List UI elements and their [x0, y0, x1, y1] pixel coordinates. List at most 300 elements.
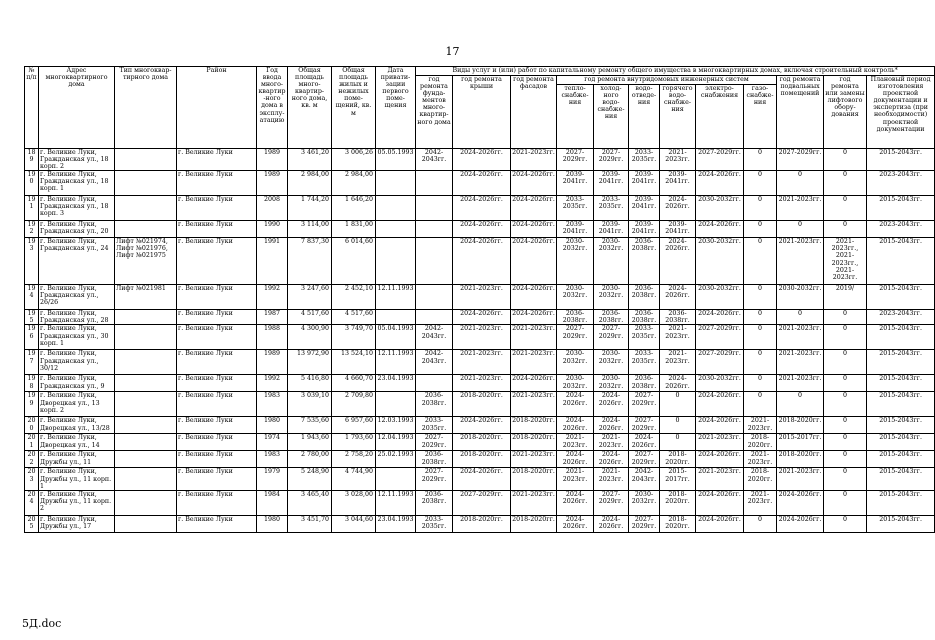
header-heat: тепло-снабже-ния [557, 85, 594, 149]
facade-cell: 2021-2023гг. [511, 325, 557, 350]
header-total-area: Общая площадь много-квартир-ного дома, кв. м [288, 67, 332, 149]
address-cell: г. Великие Луки, Дружбы ул., 17 [39, 515, 115, 532]
facade-cell: 2024-2026гг. [511, 196, 557, 221]
drain-cell: 2033-2035гг. [629, 350, 660, 375]
hot-cell: 0 [660, 392, 696, 417]
roof-cell: 2024-2026гг. [453, 468, 511, 490]
basement-cell: 2021-2023гг. [777, 375, 824, 392]
drain-cell: 2039-2041гг. [629, 171, 660, 196]
type-cell [115, 350, 177, 375]
heat-cell: 2039-2041гг. [557, 171, 594, 196]
cold-cell: 2027-2029гг. [594, 149, 629, 171]
header-systems-group: год ремонта внутридомовых инженерных систем [557, 76, 777, 85]
drain-cell: 2039-2041гг. [629, 196, 660, 221]
elevator-cell: 0 [824, 325, 867, 350]
address-cell: г. Великие Луки, Дружбы ул., 11 корп. 1 [39, 468, 115, 490]
privatization-cell [376, 171, 416, 196]
electric-cell: 2030-2032гг. [696, 238, 744, 285]
gas-cell: 0 [744, 325, 777, 350]
elevator-cell: 2021-2023гг., 2021-2023гг., 2021-2023гг. [824, 238, 867, 285]
living-area-cell: 2 452,10 [332, 285, 376, 310]
elevator-cell: 0 [824, 468, 867, 490]
type-cell [115, 221, 177, 238]
drain-cell: 2036-2038гг. [629, 375, 660, 392]
drain-cell: 2027-2029гг. [629, 515, 660, 532]
gas-cell: 0 [744, 149, 777, 171]
num-cell: 198 [25, 375, 39, 392]
facade-cell: 2018-2020гг. [511, 468, 557, 490]
gas-cell: 2021-2023гг. [744, 451, 777, 468]
gas-cell: 0 [744, 285, 777, 310]
plan-cell: 2015-2043гг. [867, 325, 935, 350]
facade-cell: 2024-2026гг. [511, 285, 557, 310]
privatization-cell: 12.03.1993 [376, 417, 416, 434]
district-cell: г. Великие Луки [177, 468, 257, 490]
num-cell: 194 [25, 285, 39, 310]
privatization-cell: 12.11.1993 [376, 490, 416, 515]
table-row [25, 350, 935, 375]
address-cell: г. Великие Луки, Дворецкая ул., 13 корп. 2 [39, 392, 115, 417]
roof-cell: 2018-2020гг. [453, 392, 511, 417]
year-cell: 1990 [257, 221, 288, 238]
district-cell: г. Великие Луки [177, 238, 257, 285]
foundation-cell [416, 221, 453, 238]
total-area-cell: 3 461,20 [288, 149, 332, 171]
foundation-cell: 2033-2035гг. [416, 417, 453, 434]
basement-cell: 0 [777, 221, 824, 238]
hot-cell: 0 [660, 434, 696, 451]
facade-cell: 2021-2023гг. [511, 149, 557, 171]
roof-cell: 2024-2026гг. [453, 171, 511, 196]
address-cell: г. Великие Луки, Гражданская ул., 18 корп. 3 [39, 196, 115, 221]
foundation-cell: 2027-2029гг. [416, 468, 453, 490]
year-cell: 1980 [257, 417, 288, 434]
table-row [25, 221, 935, 238]
facade-cell: 2024-2026гг. [511, 221, 557, 238]
hot-cell: 2036-2038гг. [660, 310, 696, 325]
cold-cell: 2021-2023гг. [594, 434, 629, 451]
electric-cell: 2024-2026гг. [696, 221, 744, 238]
type-cell [115, 451, 177, 468]
header-electric: электро-снабжения [696, 85, 744, 149]
gas-cell: 0 [744, 196, 777, 221]
heat-cell: 2036-2038гг. [557, 310, 594, 325]
total-area-cell: 7 535,60 [288, 417, 332, 434]
num-cell: 203 [25, 468, 39, 490]
district-cell: г. Великие Луки [177, 221, 257, 238]
district-cell: г. Великие Луки [177, 325, 257, 350]
hot-cell: 0 [660, 417, 696, 434]
year-cell: 1989 [257, 350, 288, 375]
hot-cell: 2018-2020гг. [660, 515, 696, 532]
heat-cell: 2027-2029гг. [557, 149, 594, 171]
address-cell: г. Великие Луки, Гражданская ул., 24 [39, 238, 115, 285]
address-cell: г. Великие Луки, Дружбы ул., 11 [39, 451, 115, 468]
total-area-cell: 3 039,10 [288, 392, 332, 417]
elevator-cell: 0 [824, 417, 867, 434]
basement-cell: 2024-2026гг. [777, 515, 824, 532]
cold-cell: 2039-2041гг. [594, 171, 629, 196]
total-area-cell: 3 451,70 [288, 515, 332, 532]
header-basement: год ремонта подвальных помещений [777, 76, 824, 149]
type-cell [115, 171, 177, 196]
living-area-cell: 1 831,00 [332, 221, 376, 238]
living-area-cell: 4 517,60 [332, 310, 376, 325]
gas-cell: 2018-2020гг. [744, 468, 777, 490]
table-row [25, 325, 935, 350]
foundation-cell: 2027-2029гг. [416, 434, 453, 451]
gas-cell: 0 [744, 350, 777, 375]
drain-cell: 2027-2029гг. [629, 451, 660, 468]
hot-cell: 2024-2026гг. [660, 285, 696, 310]
basement-cell: 2021-2023гг. [777, 468, 824, 490]
year-cell: 1988 [257, 325, 288, 350]
facade-cell: 2021-2023гг. [511, 490, 557, 515]
electric-cell: 2027-2029гг. [696, 325, 744, 350]
address-cell: г. Великие Луки, Гражданская ул., 28 [39, 310, 115, 325]
total-area-cell: 7 837,30 [288, 238, 332, 285]
roof-cell: 2018-2020гг. [453, 451, 511, 468]
num-cell: 191 [25, 196, 39, 221]
electric-cell: 2024-2026гг. [696, 171, 744, 196]
privatization-cell: 05.05.1993 [376, 149, 416, 171]
elevator-cell: 0 [824, 350, 867, 375]
electric-cell: 2024-2026гг. [696, 515, 744, 532]
district-cell: г. Великие Луки [177, 392, 257, 417]
elevator-cell: 0 [824, 310, 867, 325]
address-cell: г. Великие Луки, Дворецкая ул., 14 [39, 434, 115, 451]
num-cell: 200 [25, 417, 39, 434]
total-area-cell: 5 416,80 [288, 375, 332, 392]
total-area-cell: 4 517,60 [288, 310, 332, 325]
facade-cell: 2021-2023гг. [511, 392, 557, 417]
drain-cell: 2027-2029гг. [629, 417, 660, 434]
basement-cell: 2015-2017гг. [777, 434, 824, 451]
header-hot: горячего водо-снабже-ния [660, 85, 696, 149]
hot-cell: 2021-2023гг. [660, 149, 696, 171]
plan-cell: 2015-2043гг. [867, 238, 935, 285]
cold-cell: 2027-2029гг. [594, 490, 629, 515]
heat-cell: 2030-2032гг. [557, 350, 594, 375]
electric-cell: 2024-2026гг. [696, 417, 744, 434]
hot-cell: 2024-2026гг. [660, 196, 696, 221]
year-cell: 1989 [257, 149, 288, 171]
plan-cell: 2023-2043гг. [867, 171, 935, 196]
year-cell: 2008 [257, 196, 288, 221]
foundation-cell [416, 310, 453, 325]
total-area-cell: 3 114,00 [288, 221, 332, 238]
gas-cell: 0 [744, 392, 777, 417]
header-roof: год ремонта крыши [453, 76, 511, 149]
type-cell [115, 417, 177, 434]
privatization-cell: 25.02.1993 [376, 451, 416, 468]
table-row [25, 310, 935, 325]
elevator-cell: 0 [824, 434, 867, 451]
plan-cell: 2015-2043гг. [867, 490, 935, 515]
drain-cell: 2039-2041гг. [629, 221, 660, 238]
gas-cell: 0 [744, 515, 777, 532]
total-area-cell: 2 780,00 [288, 451, 332, 468]
plan-cell: 2015-2043гг. [867, 196, 935, 221]
drain-cell: 2036-2038гг. [629, 310, 660, 325]
cold-cell: 2030-2032гг. [594, 350, 629, 375]
hot-cell: 2021-2023гг. [660, 350, 696, 375]
type-cell [115, 490, 177, 515]
foundation-cell [416, 238, 453, 285]
plan-cell: 2015-2043гг. [867, 375, 935, 392]
plan-cell: 2015-2043гг. [867, 515, 935, 532]
type-cell: Лифт №021981 [115, 285, 177, 310]
roof-cell: 2024-2026гг. [453, 238, 511, 285]
living-area-cell: 3 749,70 [332, 325, 376, 350]
page-number: 17 [445, 45, 460, 58]
header-gas: газо-снабже-ния [744, 85, 777, 149]
table-row [25, 375, 935, 392]
address-cell: г. Великие Луки, Гражданская ул., 30 корп. 1 [39, 325, 115, 350]
table-row [25, 392, 935, 417]
foundation-cell: 2042-2043гг. [416, 325, 453, 350]
num-cell: 192 [25, 221, 39, 238]
address-cell: г. Великие Луки, Гражданская ул., 18 корп. 2 [39, 149, 115, 171]
facade-cell: 2024-2026гг. [511, 238, 557, 285]
plan-cell: 2015-2043гг. [867, 350, 935, 375]
district-cell: г. Великие Луки [177, 375, 257, 392]
living-area-cell: 1 793,60 [332, 434, 376, 451]
table-body [25, 149, 935, 533]
header-privatization: Дата привати-зации первого поме-щения [376, 67, 416, 149]
privatization-cell [376, 310, 416, 325]
total-area-cell: 2 984,00 [288, 171, 332, 196]
table-row [25, 515, 935, 532]
living-area-cell: 3 006,26 [332, 149, 376, 171]
type-cell [115, 196, 177, 221]
header-num: № п/п [25, 67, 39, 149]
foundation-cell: 2042-2043гг. [416, 350, 453, 375]
facade-cell: 2021-2023гг. [511, 350, 557, 375]
district-cell: г. Великие Луки [177, 490, 257, 515]
electric-cell: 2030-2032гг. [696, 285, 744, 310]
hot-cell: 2018-2020гг. [660, 451, 696, 468]
elevator-cell: 0 [824, 375, 867, 392]
foundation-cell: 2033-2035гг. [416, 515, 453, 532]
electric-cell: 2024-2026гг. [696, 451, 744, 468]
elevator-cell: 0 [824, 392, 867, 417]
num-cell: 199 [25, 392, 39, 417]
table-row [25, 285, 935, 310]
total-area-cell: 3 465,40 [288, 490, 332, 515]
header-district: Район [177, 67, 257, 149]
plan-cell: 2015-2043гг. [867, 285, 935, 310]
privatization-cell [376, 196, 416, 221]
gas-cell: 0 [744, 171, 777, 196]
year-cell: 1984 [257, 490, 288, 515]
heat-cell: 2024-2026гг. [557, 490, 594, 515]
roof-cell: 2024-2026гг. [453, 221, 511, 238]
electric-cell: 2021-2023гг. [696, 434, 744, 451]
living-area-cell: 6 014,60 [332, 238, 376, 285]
heat-cell: 2021-2023гг. [557, 468, 594, 490]
address-cell: г. Великие Луки, Дворецкая ул., 13/28 [39, 417, 115, 434]
basement-cell: 2021-2023гг. [777, 350, 824, 375]
district-cell: г. Великие Луки [177, 451, 257, 468]
table-row [25, 468, 935, 490]
facade-cell: 2024-2026гг. [511, 375, 557, 392]
type-cell [115, 515, 177, 532]
district-cell: г. Великие Луки [177, 434, 257, 451]
num-cell: 189 [25, 149, 39, 171]
plan-cell: 2015-2043гг. [867, 417, 935, 434]
elevator-cell: 2019/ [824, 285, 867, 310]
roof-cell: 2027-2029гг. [453, 490, 511, 515]
electric-cell: 2024-2026гг. [696, 490, 744, 515]
district-cell: г. Великие Луки [177, 149, 257, 171]
elevator-cell: 0 [824, 451, 867, 468]
privatization-cell [376, 468, 416, 490]
cold-cell: 2024-2026гг. [594, 392, 629, 417]
basement-cell: 0 [777, 392, 824, 417]
heat-cell: 2030-2032гг. [557, 285, 594, 310]
basement-cell: 2021-2023гг. [777, 238, 824, 285]
plan-cell: 2015-2043гг. [867, 434, 935, 451]
living-area-cell: 4 744,90 [332, 468, 376, 490]
district-cell: г. Великие Луки [177, 417, 257, 434]
district-cell: г. Великие Луки [177, 196, 257, 221]
roof-cell: 2021-2023гг. [453, 350, 511, 375]
heat-cell: 2033-2035гг. [557, 196, 594, 221]
foundation-cell: 2036-2038гг. [416, 392, 453, 417]
elevator-cell: 0 [824, 149, 867, 171]
gas-cell: 0 [744, 375, 777, 392]
total-area-cell: 1 744,20 [288, 196, 332, 221]
hot-cell: 2024-2026гг. [660, 238, 696, 285]
hot-cell: 2015-2017гг. [660, 468, 696, 490]
heat-cell: 2030-2032гг. [557, 375, 594, 392]
roof-cell: 2021-2023гг. [453, 325, 511, 350]
privatization-cell: 12.11.1993 [376, 350, 416, 375]
foundation-cell: 2042-2043гг. [416, 149, 453, 171]
foundation-cell [416, 375, 453, 392]
year-cell: 1992 [257, 285, 288, 310]
address-cell: г. Великие Луки, Гражданская ул., 9 [39, 375, 115, 392]
plan-cell: 2015-2043гг. [867, 392, 935, 417]
cold-cell: 2039-2041гг. [594, 221, 629, 238]
privatization-cell: 05.04.1993 [376, 325, 416, 350]
facade-cell: 2018-2020гг. [511, 434, 557, 451]
privatization-cell [376, 221, 416, 238]
roof-cell: 2024-2026гг. [453, 310, 511, 325]
hot-cell: 2021-2023гг. [660, 325, 696, 350]
table-row [25, 196, 935, 221]
table-row [25, 238, 935, 285]
living-area-cell: 2 984,00 [332, 171, 376, 196]
electric-cell: 2030-2032гг. [696, 196, 744, 221]
privatization-cell: 23.04.1993 [376, 515, 416, 532]
total-area-cell: 13 972,90 [288, 350, 332, 375]
living-area-cell: 3 028,00 [332, 490, 376, 515]
gas-cell: 0 [744, 238, 777, 285]
hot-cell: 2018-2020гг. [660, 490, 696, 515]
electric-cell: 2021-2023гг. [696, 468, 744, 490]
foundation-cell [416, 196, 453, 221]
basement-cell: 2030-2032гг. [777, 285, 824, 310]
gas-cell: 2018-2020гг. [744, 434, 777, 451]
privatization-cell [376, 238, 416, 285]
electric-cell: 2027-2029гг. [696, 149, 744, 171]
facade-cell: 2024-2026гг. [511, 171, 557, 196]
num-cell: 197 [25, 350, 39, 375]
facade-cell: 2018-2020гг. [511, 515, 557, 532]
total-area-cell: 4 300,90 [288, 325, 332, 350]
gas-cell: 2021-2023гг. [744, 490, 777, 515]
privatization-cell: 23.04.1993 [376, 375, 416, 392]
plan-cell: 2015-2043гг. [867, 149, 935, 171]
num-cell: 204 [25, 490, 39, 515]
year-cell: 1980 [257, 515, 288, 532]
hot-cell: 2024-2026гг. [660, 375, 696, 392]
heat-cell: 2039-2041гг. [557, 221, 594, 238]
plan-cell: 2023-2043гг. [867, 310, 935, 325]
year-cell: 1992 [257, 375, 288, 392]
table-row [25, 171, 935, 196]
header-foundation: год ремонта фунда-ментов много-квартир-ного дома [416, 76, 453, 149]
roof-cell: 2021-2023гг. [453, 285, 511, 310]
cold-cell: 2024-2026гг. [594, 417, 629, 434]
privatization-cell: 12.04.1993 [376, 434, 416, 451]
basement-cell: 2021-2023гг. [777, 325, 824, 350]
cold-cell: 2030-2032гг. [594, 285, 629, 310]
basement-cell: 2027-2029гг. [777, 149, 824, 171]
cold-cell: 2030-2032гг. [594, 375, 629, 392]
basement-cell: 0 [777, 171, 824, 196]
elevator-cell: 0 [824, 490, 867, 515]
num-cell: 190 [25, 171, 39, 196]
num-cell: 205 [25, 515, 39, 532]
heat-cell: 2024-2026гг. [557, 392, 594, 417]
roof-cell: 2024-2026гг. [453, 149, 511, 171]
electric-cell: 2024-2026гг. [696, 392, 744, 417]
facade-cell: 2018-2020гг. [511, 417, 557, 434]
cold-cell: 2027-2029гг. [594, 325, 629, 350]
district-cell: г. Великие Луки [177, 285, 257, 310]
capital-repair-table [24, 66, 935, 533]
drain-cell: 2036-2038гг. [629, 285, 660, 310]
cold-cell: 2036-2038гг. [594, 310, 629, 325]
plan-cell: 2015-2043гг. [867, 468, 935, 490]
foundation-cell: 2036-2038гг. [416, 490, 453, 515]
year-cell: 1974 [257, 434, 288, 451]
heat-cell: 2024-2026гг. [557, 515, 594, 532]
type-cell: Лифт №021974, Лифт №021976, Лифт №021975 [115, 238, 177, 285]
num-cell: 193 [25, 238, 39, 285]
district-cell: г. Великие Луки [177, 310, 257, 325]
gas-cell: 0 [744, 310, 777, 325]
living-area-cell: 3 044,60 [332, 515, 376, 532]
drain-cell: 2024-2026гг. [629, 434, 660, 451]
hot-cell: 2039-2041гг. [660, 221, 696, 238]
header-plan: Плановый период изготовления проектной документации и экспертиза (при необходимости) проектной документации [867, 76, 935, 149]
basement-cell: 2024-2026гг. [777, 490, 824, 515]
cold-cell: 2030-2032гг. [594, 238, 629, 285]
table-row [25, 451, 935, 468]
basement-cell: 2018-2020гг. [777, 417, 824, 434]
electric-cell: 2024-2026гг. [696, 310, 744, 325]
header-elevator: год ремонта или замены лифтового обору-дования [824, 76, 867, 149]
roof-cell: 2018-2020гг. [453, 434, 511, 451]
basement-cell: 2018-2020гг. [777, 451, 824, 468]
heat-cell: 2030-2032гг. [557, 238, 594, 285]
elevator-cell: 0 [824, 515, 867, 532]
total-area-cell: 5 248,90 [288, 468, 332, 490]
